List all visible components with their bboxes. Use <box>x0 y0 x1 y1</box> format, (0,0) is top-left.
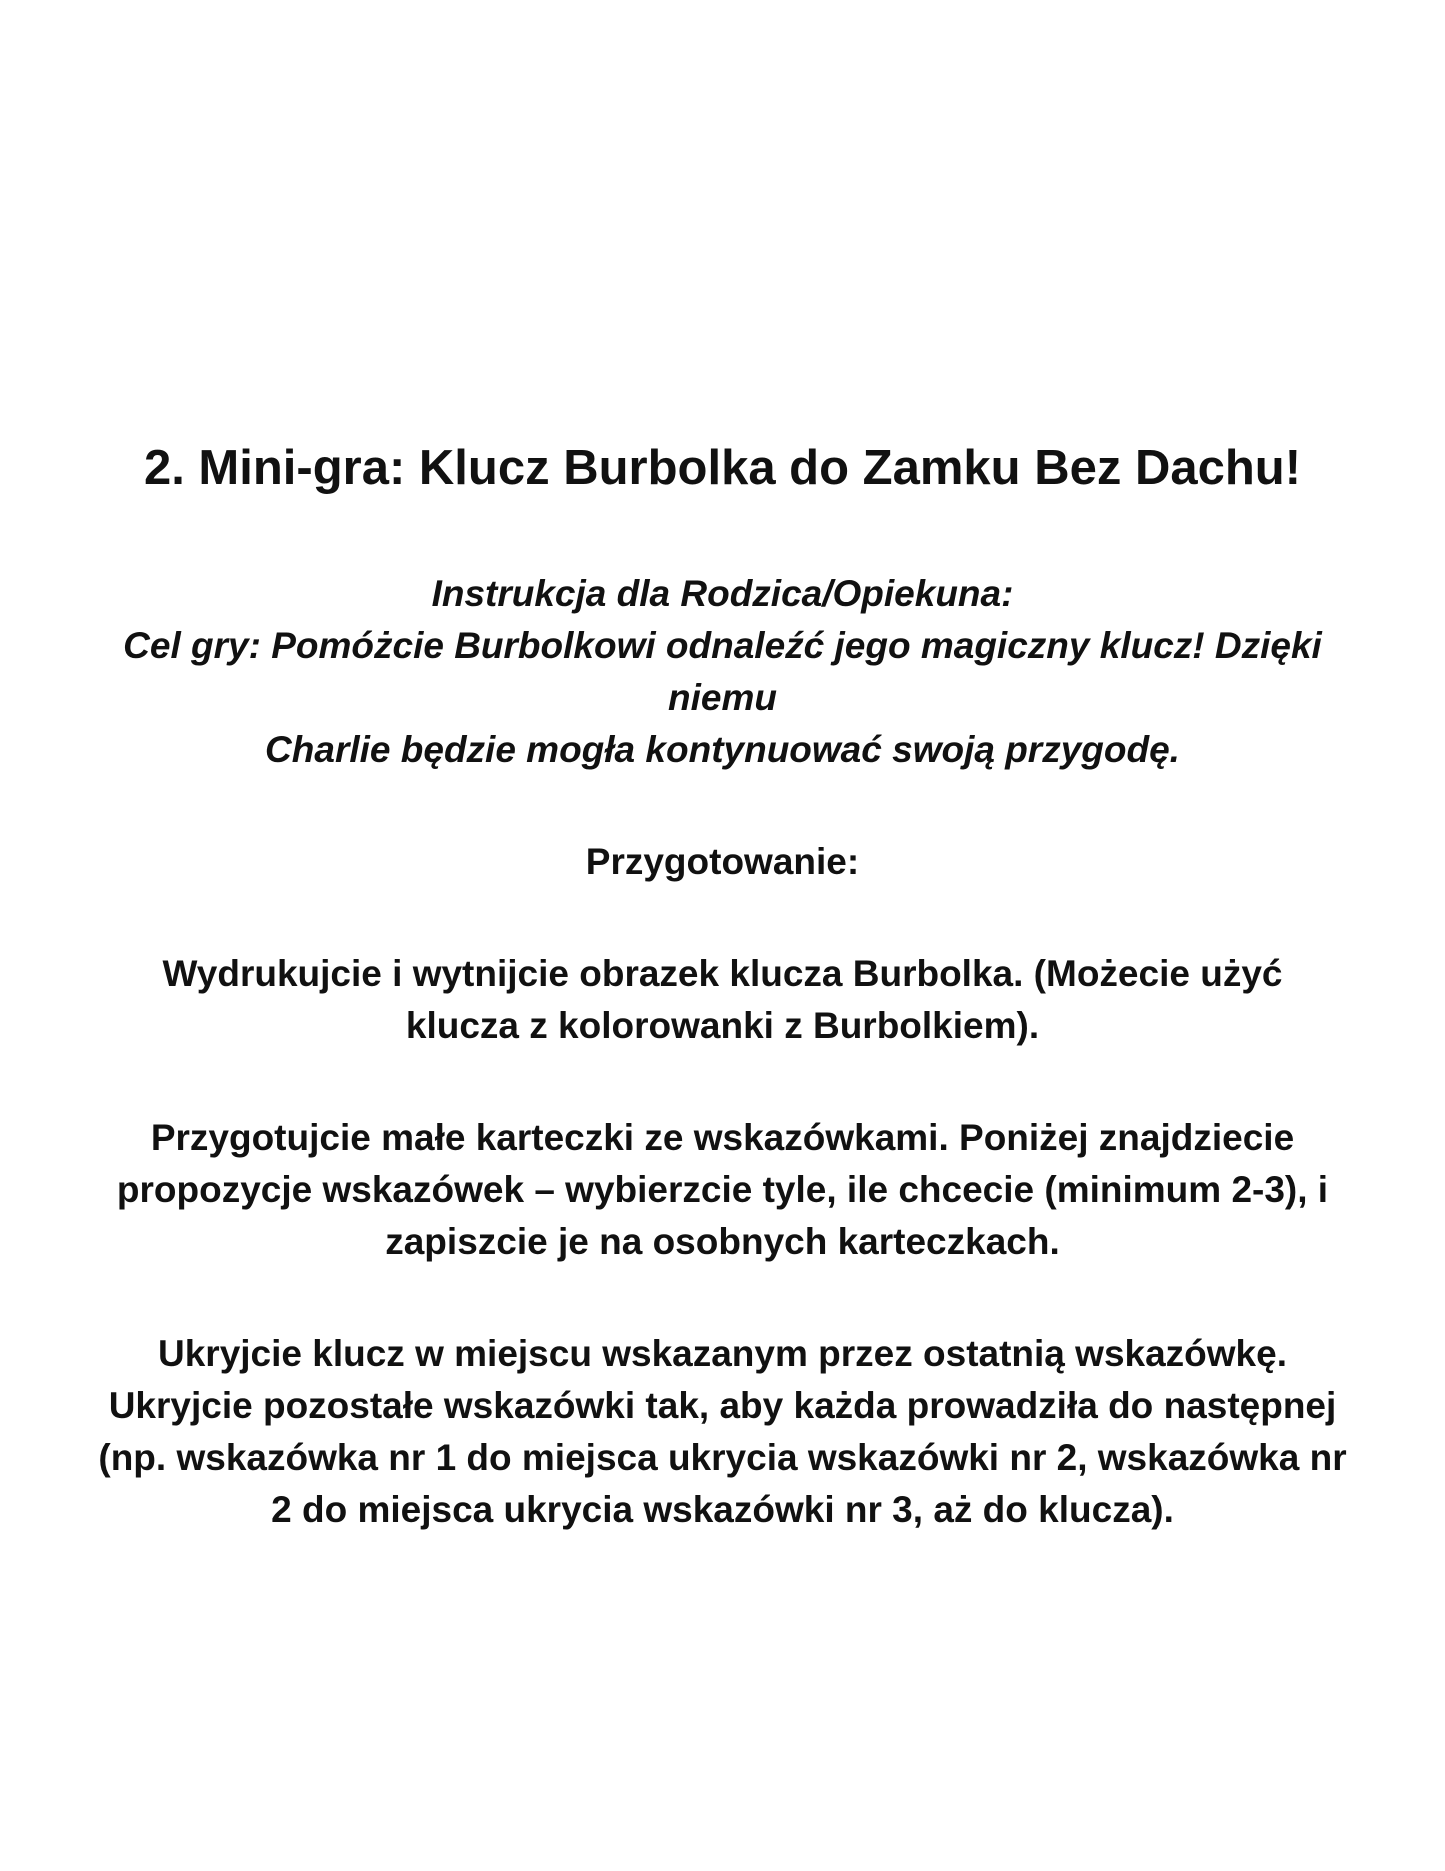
paragraph-line: 2 do miejsca ukrycia wskazówki nr 3, aż do klucza). <box>271 1489 1174 1531</box>
paragraph-line: Przygotujcie małe karteczki ze wskazówkami. Poniżej znajdziecie <box>150 1117 1295 1159</box>
preparation-heading: Przygotowanie: <box>585 841 860 883</box>
paragraph-line: (np. wskazówka nr 1 do miejsca ukrycia wskazówki nr 2, wskazówka nr <box>98 1437 1347 1479</box>
goal-line-1: Cel gry: Pomóżcie Burbolkowi odnaleźć jego magiczny klucz! Dzięki niemu <box>123 625 1322 719</box>
paragraph-line: klucza z kolorowanki z Burbolkiem). <box>405 1005 1040 1047</box>
instruction-heading: Instrukcja dla Rodzica/Opiekuna: <box>431 573 1014 615</box>
paragraph-line: Wydrukujcie i wytnijcie obrazek klucza Burbolka. (Możecie użyć <box>162 953 1283 995</box>
paragraph-line: zapiszcie je na osobnych karteczkach. <box>385 1221 1060 1263</box>
paragraph-line: propozycje wskazówek – wybierzcie tyle, ile chcecie (minimum 2-3), i <box>116 1169 1329 1211</box>
paragraph-hide-key <box>75 1328 1370 1536</box>
paragraph-line: Ukryjcie pozostałe wskazówki tak, aby każda prowadziła do następnej <box>108 1385 1337 1427</box>
instruction-block <box>75 568 1370 776</box>
document-content <box>75 440 1370 1536</box>
paragraph-prepare-clues <box>75 1112 1370 1268</box>
goal-line-2: Charlie będzie mogła kontynuować swoją przygodę. <box>265 729 1180 771</box>
paragraph-print-key <box>75 948 1370 1052</box>
page-title: 2. Mini-gra: Klucz Burbolka do Zamku Bez Dachu! <box>143 441 1302 495</box>
paragraph-line: Ukryjcie klucz w miejscu wskazanym przez ostatnią wskazówkę. <box>158 1333 1287 1375</box>
